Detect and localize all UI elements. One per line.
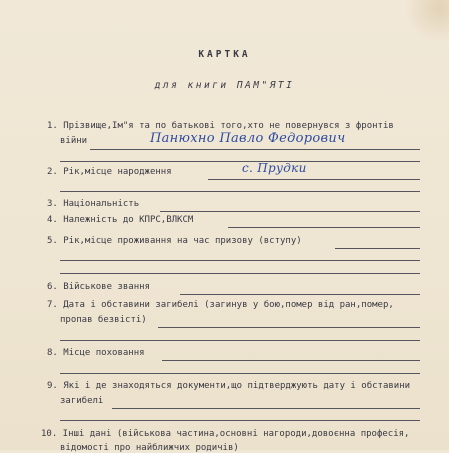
field-7-line: [158, 327, 420, 328]
field-5-line-2: [60, 260, 420, 261]
field-2-handwritten-place: с. Прудки: [242, 161, 307, 175]
field-2-line-2: [60, 191, 420, 192]
field-6-line: [180, 294, 420, 295]
field-9-line-2: [60, 420, 420, 421]
field-1-line: [90, 149, 420, 150]
field-5-line: [335, 248, 420, 249]
field-10-label: 10. Інші дані (військова частина,основні нагороди,довоєнна професія,: [41, 429, 410, 439]
field-4-line: [228, 227, 420, 228]
field-4-label: 4. Належність до КПРС,ВЛКСМ: [47, 215, 194, 225]
field-1-label-cont: війни: [60, 136, 88, 146]
field-1-line-2: [60, 161, 420, 162]
field-9-label: 9. Які і де знаходяться документи,що підтверджують дату і обставини: [47, 381, 411, 391]
field-3-label: 3. Національність: [47, 199, 140, 209]
field-7-label-cont: пропав безвісті): [60, 315, 147, 325]
field-2-label: 2. Рік,місце народження: [47, 167, 172, 177]
paper-stain: [402, 0, 449, 40]
card-subtitle: для книги ПАМ"ЯТІ: [154, 80, 295, 91]
field-2-line: [208, 179, 420, 180]
field-9-label-cont: загибелі: [60, 396, 104, 406]
field-5-line-3: [60, 273, 420, 274]
field-1-handwritten-name: Панюхно Павло Федорович: [150, 131, 346, 146]
card-title: КАРТКА: [198, 49, 251, 60]
field-8-line-2: [60, 373, 420, 374]
field-7-label: 7. Дата і обставини загибелі (загинув у бою,помер від ран,помер,: [47, 300, 394, 310]
field-3-line: [160, 211, 420, 212]
field-8-label: 8. Місце поховання: [47, 348, 145, 358]
field-6-label: 6. Військове звання: [47, 282, 150, 292]
field-10-label-cont: відомості про найближчих родичів): [60, 443, 239, 453]
field-8-line: [162, 360, 420, 361]
field-5-label: 5. Рік,місце проживання на час призову (вступу): [47, 236, 302, 246]
field-9-line: [112, 408, 420, 409]
field-1-label: 1. Прізвище,Ім"я та по батькові того,хто не повернувся з фронтів: [47, 121, 394, 131]
field-7-line-2: [60, 340, 420, 341]
